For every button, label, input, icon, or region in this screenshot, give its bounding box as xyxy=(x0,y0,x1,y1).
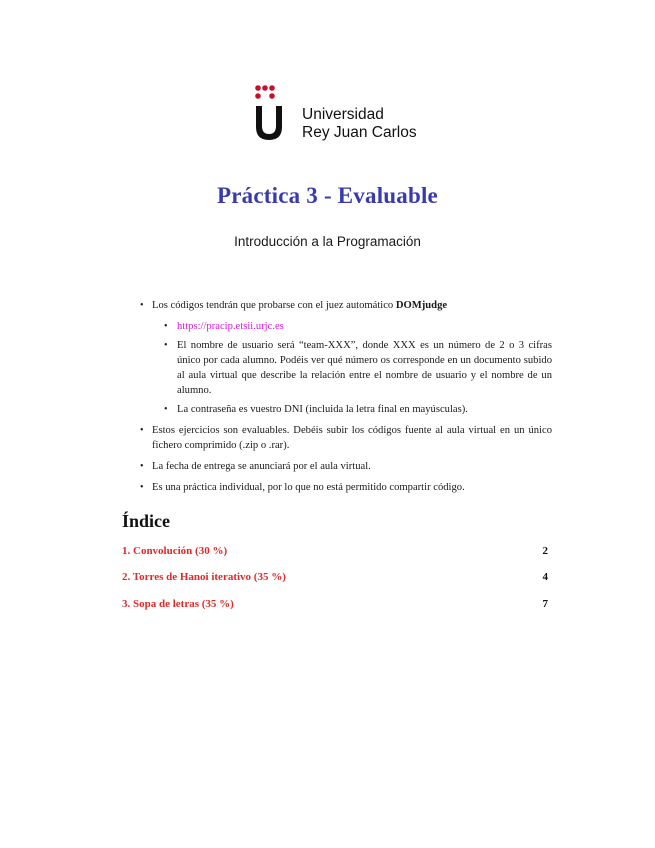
list-item xyxy=(140,423,552,453)
domjudge-link[interactable]: https://pracip.etsii.urjc.es xyxy=(177,321,284,332)
university-logo xyxy=(254,84,434,146)
list-item: • El nombre de usuario será “team-XXX”, donde XXX es un número de 2 o 3 cifras único por cada alumno. Podéis ver qué número os corresponde en un documento subido al aula virtual que describe la relación entre el nombre de usuario y el nombre de un alumno. xyxy=(164,338,552,398)
toc-entry-label[interactable]: 1. Convolución (30 %) xyxy=(122,545,228,557)
urjc-logo-icon xyxy=(254,84,286,142)
toc-entry-label[interactable]: 2. Torres de Hanoi iterativo (35 %) xyxy=(122,571,286,583)
toc-entry-page: 7 xyxy=(542,598,548,610)
document-title: Práctica 3 - Evaluable xyxy=(217,183,438,208)
document-subtitle: Introducción a la Programación xyxy=(234,234,421,249)
university-name-line1: Universidad xyxy=(302,106,384,123)
list-item: • La contraseña es vuestro DNI (incluida la letra final en mayúsculas). xyxy=(164,402,552,417)
bullet-text: • La fecha de entrega se anunciará por el aula virtual. xyxy=(152,461,371,472)
bullet-text: • Estos ejercicios son evaluables. Debéis subir los códigos fuente al aula virtual en un único fichero comprimido (.zip o .rar). xyxy=(152,425,552,451)
sub-list xyxy=(152,319,552,417)
toc-entry[interactable] xyxy=(122,598,548,610)
instructions-list xyxy=(140,298,552,501)
toc-entry[interactable] xyxy=(122,571,548,583)
bullet-text: Los códigos tendrán que probarse con el juez automático xyxy=(152,300,396,311)
toc-heading: Índice xyxy=(122,511,171,531)
list-item xyxy=(164,319,552,334)
list-item xyxy=(140,459,552,474)
toc-entry-page: 2 xyxy=(542,545,548,557)
toc-entry-page: 4 xyxy=(542,571,548,583)
list-item xyxy=(140,298,552,417)
university-name-line2: Rey Juan Carlos xyxy=(302,124,417,141)
list-item xyxy=(140,480,552,495)
bullet-text: • Es una práctica individual, por lo que no está permitido compartir código. xyxy=(152,482,465,493)
university-name xyxy=(302,106,417,142)
toc-entry[interactable] xyxy=(122,545,548,557)
toc-entry-label[interactable]: 3. Sopa de letras (35 %) xyxy=(122,598,234,610)
domjudge-name: DOMjudge xyxy=(395,300,448,311)
